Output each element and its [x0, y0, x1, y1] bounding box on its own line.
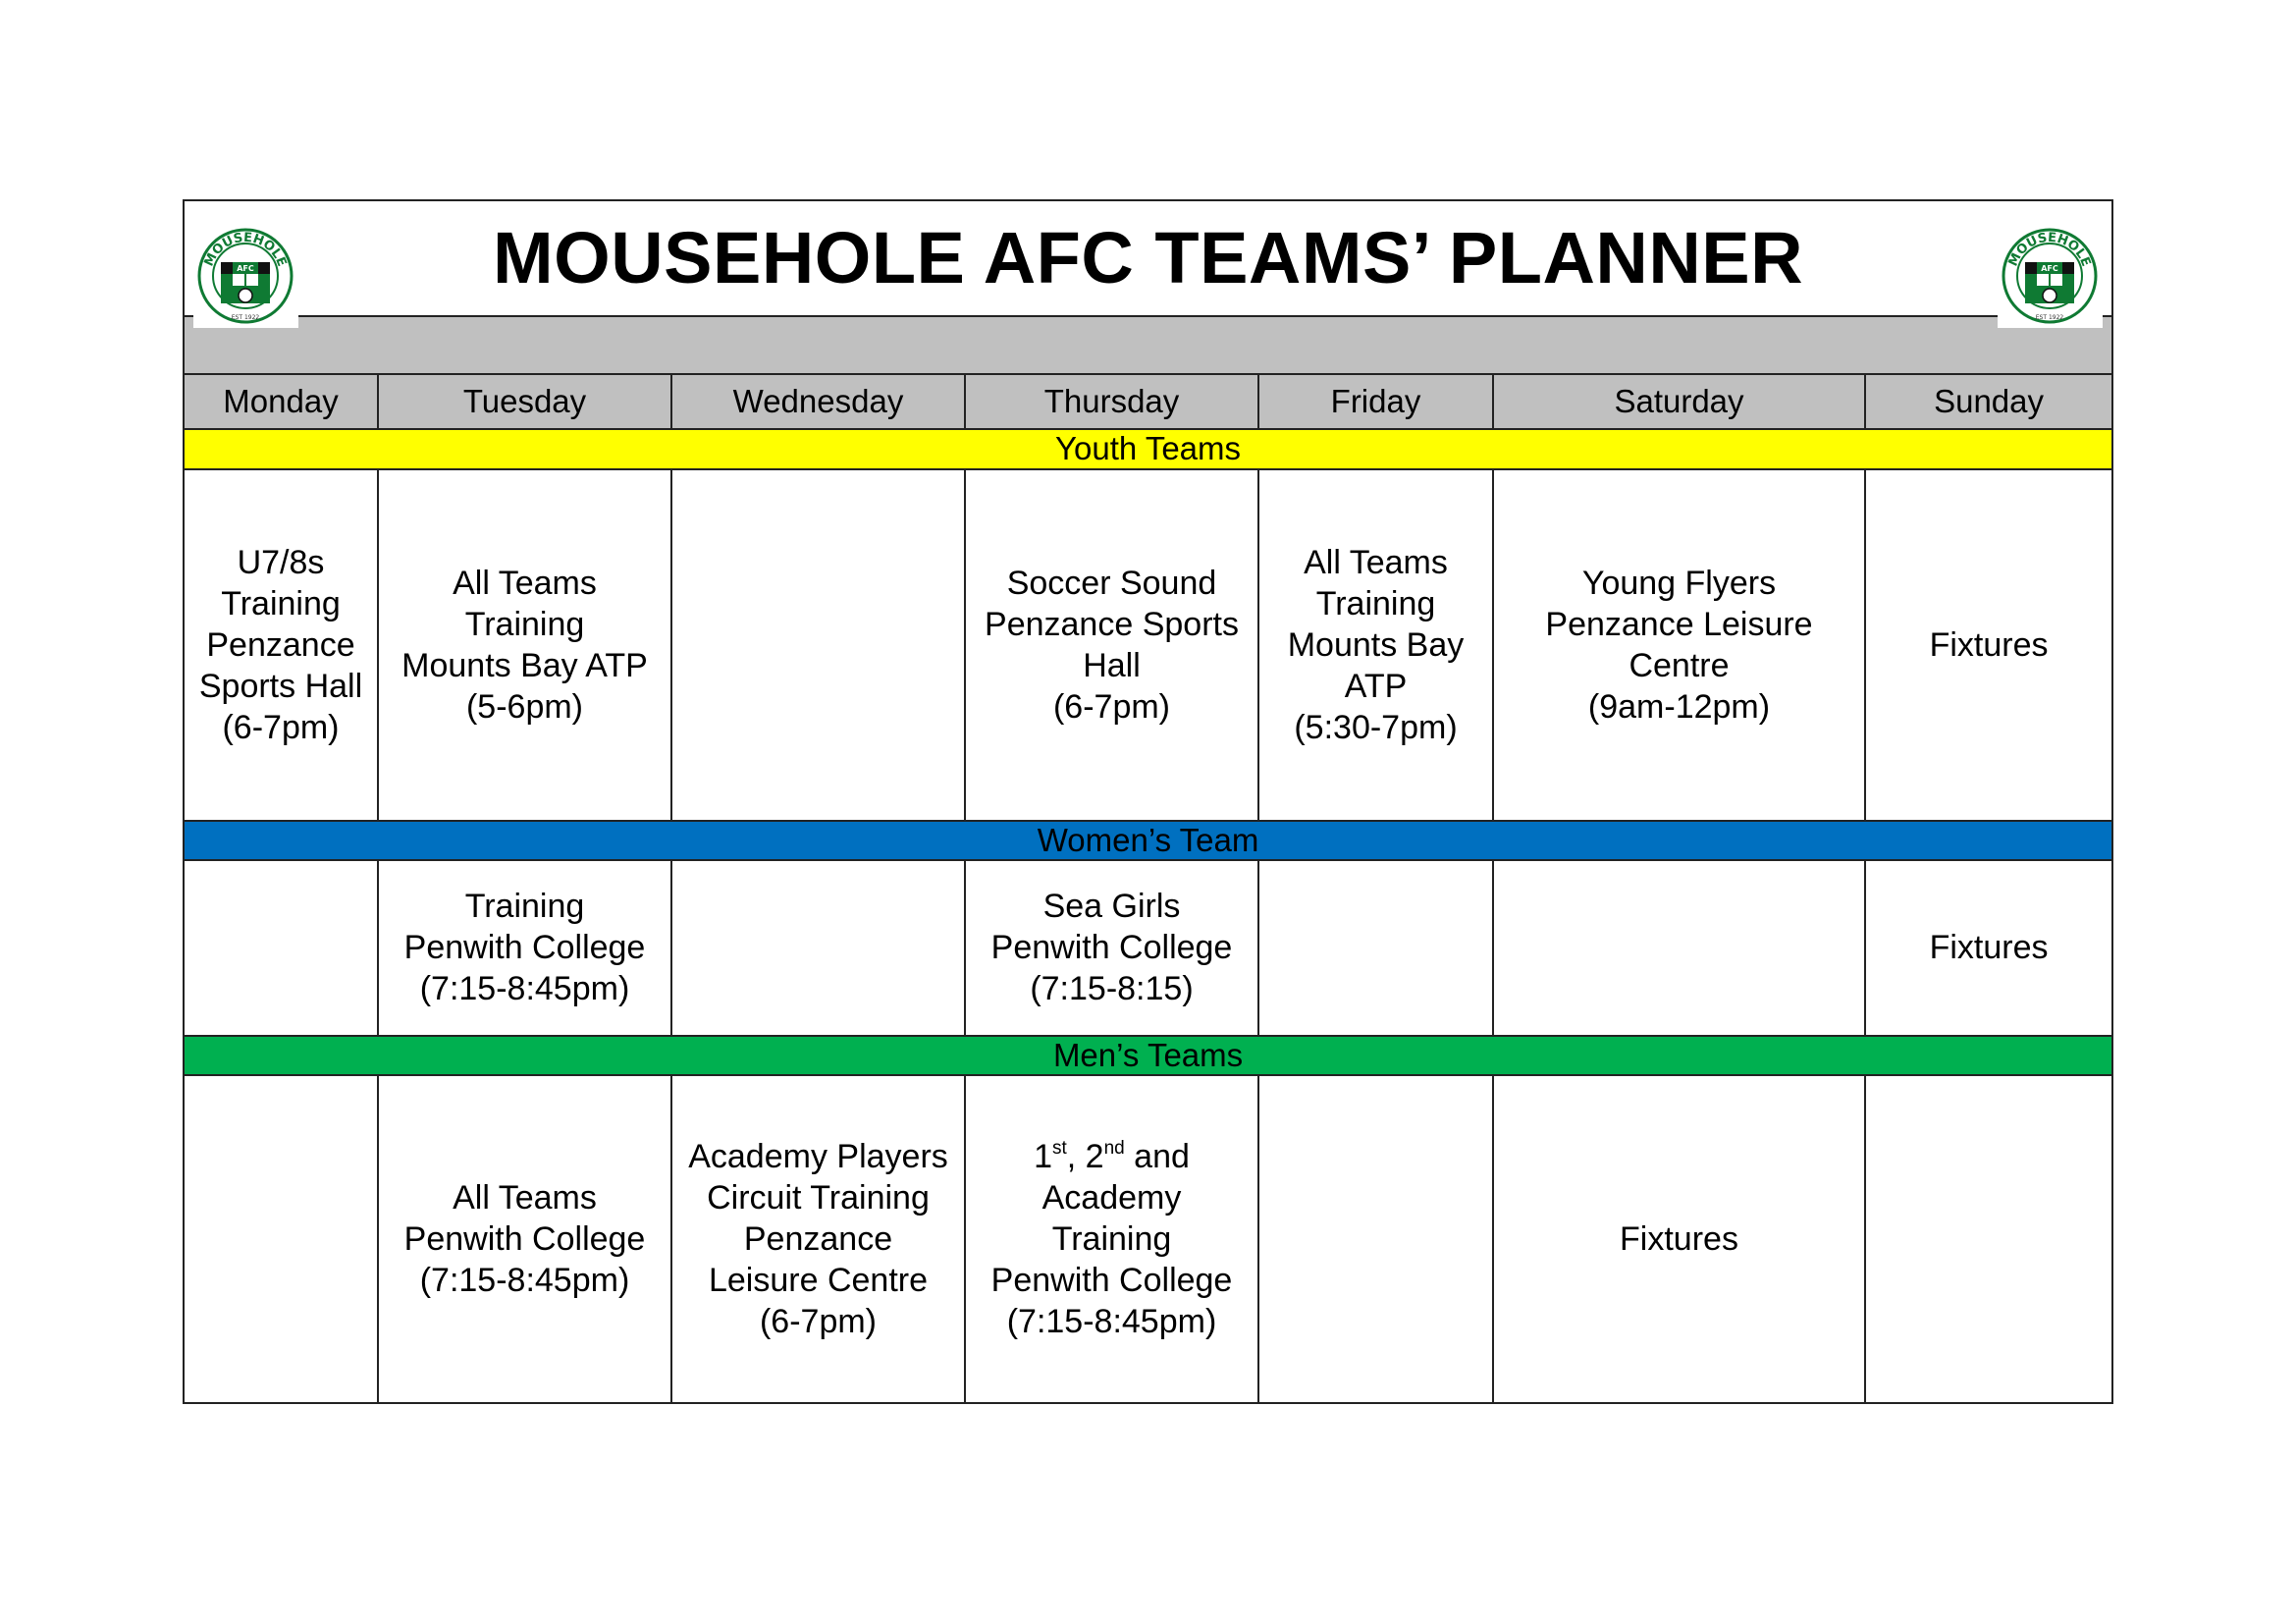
youth-saturday-cell: [1493, 469, 1865, 821]
youth-tuesday-cell: [378, 469, 671, 821]
cell-line: Fixtures: [1929, 625, 2049, 664]
day-header-monday: Monday: [184, 374, 378, 429]
youth-friday-cell: [1258, 469, 1493, 821]
svg-text:AFC: AFC: [237, 264, 254, 273]
women-monday-cell: [184, 860, 378, 1036]
women-sunday-cell: [1865, 860, 2112, 1036]
cell-line: Mounts Bay ATP: [401, 646, 648, 684]
cell-line: Leisure Centre: [708, 1262, 928, 1299]
section-header-men: Men’s Teams: [184, 1036, 2112, 1075]
women-wednesday-cell: [671, 860, 965, 1036]
svg-text:MOUSEHOLE: MOUSEHOLE: [201, 230, 290, 269]
day-header-saturday: Saturday: [1493, 374, 1865, 429]
men-tuesday-cell: [378, 1075, 671, 1403]
cell-line: (7:15-8:45pm): [419, 1262, 630, 1299]
club-logo-right: [1998, 223, 2103, 328]
day-header-wednesday: Wednesday: [671, 374, 965, 429]
women-section-row: [184, 821, 2112, 860]
cell-line: Penzance Leisure: [1545, 605, 1813, 643]
youth-thursday-cell: [965, 469, 1258, 821]
men-thursday-cell: 1st, 2nd and Academy Training Penwith College (7:15-8:45pm): [965, 1075, 1258, 1403]
cell-line: U7/8s: [237, 543, 325, 581]
day-header-tuesday: Tuesday: [378, 374, 671, 429]
cell-line: (6-7pm): [1052, 687, 1171, 726]
day-header-row: [184, 374, 2112, 429]
cell-line: Penzance: [206, 625, 355, 664]
cell-line: Soccer Sound: [1006, 564, 1217, 602]
cell-line: All Teams: [1304, 543, 1448, 581]
title-cell: [184, 200, 2112, 321]
cell-line: (5-6pm): [465, 687, 584, 726]
cell-line: Circuit Training: [707, 1179, 930, 1217]
cell-line: (9am-12pm): [1587, 687, 1771, 726]
svg-text:EST 1922: EST 1922: [231, 314, 260, 321]
cell-line: Training: [464, 888, 585, 926]
men-friday-cell: [1258, 1075, 1493, 1403]
cell-line: Training: [1315, 584, 1436, 622]
cell-line: All Teams: [453, 564, 597, 602]
svg-text:EST 1922: EST 1922: [2035, 314, 2064, 321]
planner-table: [183, 199, 2113, 1404]
mousehole-afc-crest-icon: [193, 223, 298, 328]
cell-line: Centre: [1629, 646, 1730, 684]
cell-line: Hall: [1083, 646, 1141, 684]
cell-line: Young Flyers: [1581, 564, 1777, 602]
cell-line: (6-7pm): [222, 708, 340, 746]
title-row: [184, 200, 2112, 316]
cell-line: (7:15-8:45pm): [419, 970, 630, 1008]
youth-wednesday-cell: [671, 469, 965, 821]
club-logo-left: [193, 223, 298, 328]
men-thursday-teams-line: 1st, 2nd and: [1034, 1138, 1190, 1175]
svg-text:MOUSEHOLE: MOUSEHOLE: [2005, 230, 2094, 269]
day-header-thursday: Thursday: [965, 374, 1258, 429]
section-header-women: Women’s Team: [184, 821, 2112, 860]
cell-line: Sea Girls: [1042, 888, 1181, 926]
mousehole-afc-crest-icon: [1998, 223, 2103, 328]
cell-line: All Teams: [453, 1179, 597, 1217]
women-schedule-row: [184, 860, 2112, 1036]
youth-section-row: [184, 429, 2112, 468]
women-saturday-cell: [1493, 860, 1865, 1036]
men-sunday-cell: [1865, 1075, 2112, 1403]
youth-monday-cell: [184, 469, 378, 821]
men-wednesday-cell: [671, 1075, 965, 1403]
cell-line: (6-7pm): [759, 1303, 878, 1340]
day-header-sunday: Sunday: [1865, 374, 2112, 429]
grey-band-row: [184, 316, 2112, 374]
cell-line: Penzance: [743, 1220, 893, 1258]
cell-line: (7:15-8:15): [1030, 970, 1194, 1008]
cell-line: Penzance Sports: [985, 605, 1239, 643]
section-header-youth: Youth Teams: [184, 429, 2112, 468]
men-monday-cell: [184, 1075, 378, 1403]
youth-sunday-cell: [1865, 469, 2112, 821]
day-header-friday: Friday: [1258, 374, 1493, 429]
cell-line: Penwith College: [403, 1220, 646, 1258]
cell-line: Penwith College: [403, 929, 646, 967]
cell-line: Fixtures: [1620, 1220, 1738, 1258]
youth-schedule-row: [184, 469, 2112, 821]
women-friday-cell: [1258, 860, 1493, 1036]
svg-text:AFC: AFC: [2041, 264, 2058, 273]
grey-band: [184, 316, 2112, 374]
cell-line: Fixtures: [1929, 929, 2049, 967]
cell-line: Training: [221, 584, 341, 622]
cell-line: Academy Players: [688, 1138, 948, 1175]
men-section-row: [184, 1036, 2112, 1075]
cell-line: Sports Hall: [198, 667, 363, 705]
cell-line: ATP: [1344, 667, 1408, 705]
women-thursday-cell: [965, 860, 1258, 1036]
cell-line: Training: [464, 605, 585, 643]
page-title: MOUSEHOLE AFC TEAMS’ PLANNER: [493, 217, 1804, 299]
cell-line: (5:30-7pm): [1294, 708, 1458, 746]
men-saturday-cell: [1493, 1075, 1865, 1403]
women-tuesday-cell: [378, 860, 671, 1036]
cell-line: Penwith College: [990, 929, 1233, 967]
cell-line: Mounts Bay: [1287, 625, 1465, 664]
men-schedule-row: [184, 1075, 2112, 1403]
